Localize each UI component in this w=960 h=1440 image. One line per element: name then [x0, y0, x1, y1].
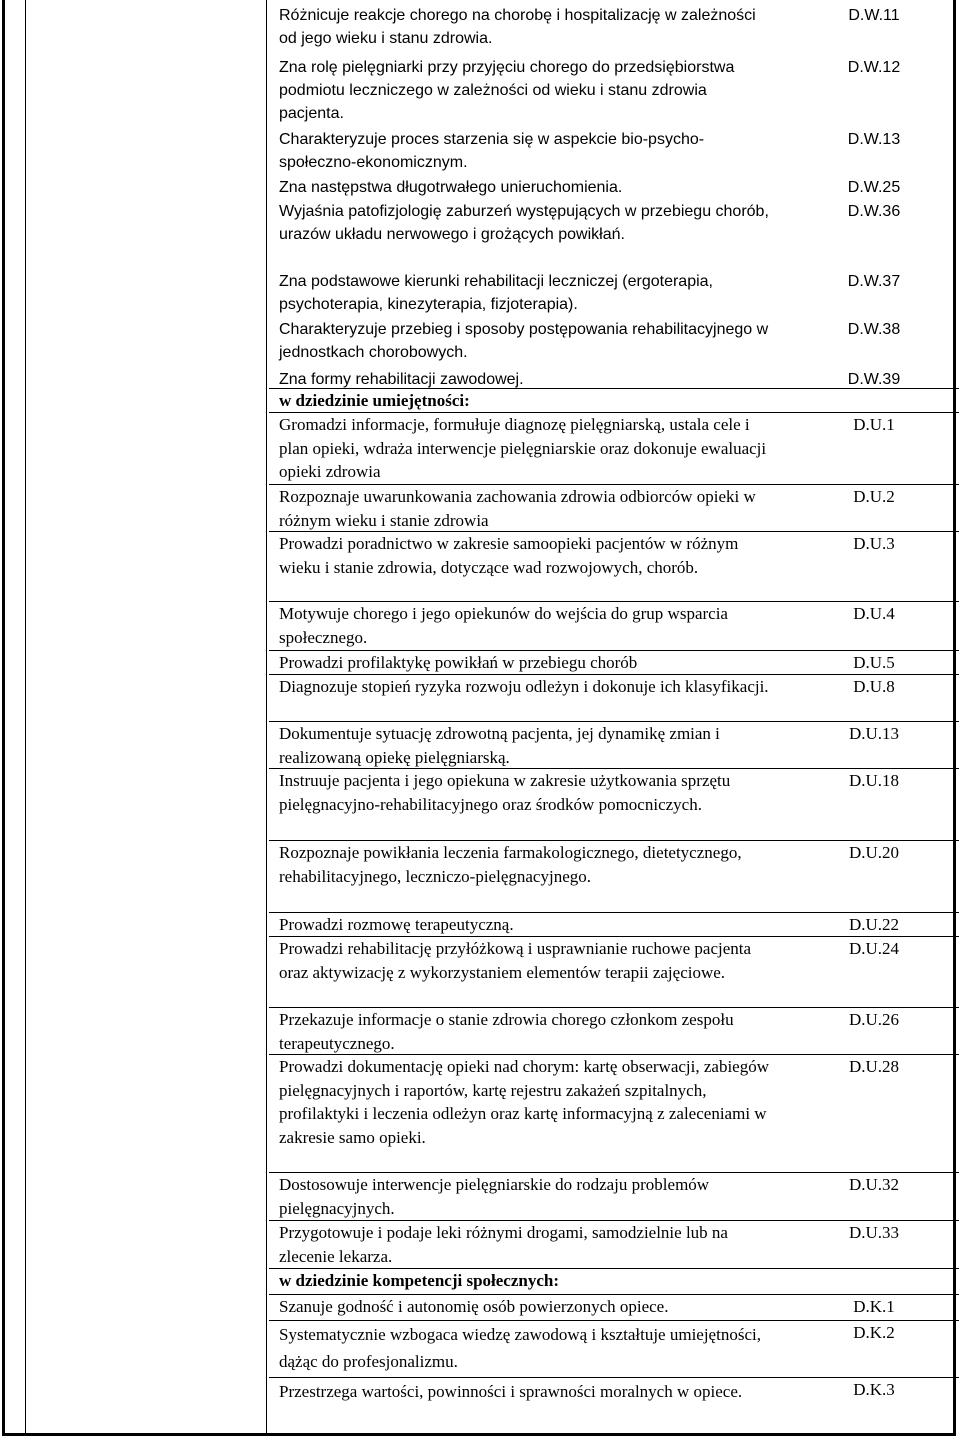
row-description: Prowadzi poradnictwo w zakresie samoopieki pacjentów w różnym wieku i stanie zdrowia, dotyczące wad rozwojowych, chorób.: [279, 534, 739, 577]
table-row: [269, 531, 959, 602]
row-code: D.U.18: [848, 771, 900, 790]
table-row: [269, 1007, 959, 1055]
row-description: Szanuje godność i autonomię osób powierzonych opiece.: [279, 1297, 669, 1316]
table-row: [269, 1320, 959, 1378]
table-row: [269, 1220, 959, 1269]
table-row: [269, 650, 959, 674]
row-code: D.U.1: [853, 415, 895, 434]
row-description: Charakteryzuje proces starzenia się w aspekcie bio-psycho-społeczno-ekonomicznym.: [279, 131, 705, 171]
table-row: [269, 266, 959, 314]
row-code: D.W.12: [847, 59, 901, 76]
section-heading: w dziedzinie umiejętności:: [279, 391, 470, 410]
row-code: D.U.22: [848, 915, 900, 934]
row-code: D.U.3: [853, 534, 895, 553]
table-row: [269, 840, 959, 912]
table-row: [269, 196, 959, 266]
row-description: Instruuje pacjenta i jego opiekuna w zakresie użytkowania sprzętu pielęgnacyjno-rehabilitacyjnego oraz środków pomocniczych.: [279, 771, 731, 814]
table-row: [269, 1377, 959, 1434]
row-description: Zna rolę pielęgniarki przy przyjęciu chorego do przedsiębiorstwa podmiotu leczniczego w zależności od wieku i stanu zdrowia pacjenta.: [279, 59, 735, 122]
row-description: Prowadzi dokumentację opieki nad chorym: kartę obserwacji, zabiegów pielęgnacyjnych i raportów, kartę rejestru zakażeń szpitalnych, profilaktyki i leczenia odleżyn oraz kartę informacyjną z zaleceniami w zakresie samo opieki.: [279, 1057, 769, 1147]
row-description: Zna podstawowe kierunki rehabilitacji leczniczej (ergoterapia, psychoterapia, kinezyterapia, fizjoterapia).: [279, 273, 713, 313]
row-code: D.U.28: [848, 1057, 900, 1076]
row-description: Prowadzi profilaktykę powikłań w przebiegu chorób: [279, 653, 638, 672]
table-row: [269, 1054, 959, 1173]
row-code: D.U.13: [848, 724, 900, 743]
row-description: Wyjaśnia patofizjologię zaburzeń występujących w przebiegu chorób, urazów układu nerwowego i grożących powikłań.: [279, 203, 769, 243]
row-code: D.U.26: [848, 1010, 900, 1029]
row-description: Dostosowuje interwencje pielęgniarskie do rodzaju problemów pielęgnacyjnych.: [279, 1175, 710, 1218]
column-divider-2: [266, 0, 267, 1433]
row-code: D.W.11: [848, 7, 900, 24]
table-row: [269, 484, 959, 531]
row-code: D.U.4: [853, 604, 895, 623]
row-code: D.U.32: [848, 1175, 900, 1194]
row-description: Motywuje chorego i jego opiekunów do wejścia do grup wsparcia społecznego.: [279, 604, 728, 647]
row-description: Przestrzega wartości, powinności i sprawności moralnych w opiece.: [279, 1382, 743, 1401]
row-code: D.U.8: [853, 677, 895, 696]
row-description: Przekazuje informacje o stanie zdrowia chorego członkom zespołu terapeutycznego.: [279, 1010, 734, 1053]
table-row: [269, 52, 959, 122]
row-code: D.W.13: [847, 131, 901, 148]
row-description: Charakteryzuje przebieg i sposoby postępowania rehabilitacyjnego w jednostkach chorobowych.: [279, 321, 769, 361]
row-description: Zna następstwa długotrwałego unieruchomienia.: [279, 179, 623, 196]
row-description: Zna formy rehabilitacji zawodowej.: [279, 371, 524, 388]
row-description: Prowadzi rozmowę terapeutyczną.: [279, 915, 514, 934]
row-code: D.K.3: [853, 1380, 895, 1399]
row-description: Systematycznie wzbogaca wiedzę zawodową i kształtuje umiejętności, dążąc do profesjonalizmu.: [279, 1325, 761, 1371]
row-code: D.W.25: [847, 179, 901, 196]
row-code: D.W.38: [847, 321, 901, 338]
table-row: [269, 1172, 959, 1221]
table-row: [269, 172, 959, 196]
table-row: [269, 721, 959, 768]
row-description: Gromadzi informacje, formułuje diagnozę pielęgniarską, ustala cele i plan opieki, wdraża interwencje pielęgniarskie oraz dokonuje ewaluacji opieki zdrowia: [279, 415, 767, 481]
row-code: D.U.2: [853, 487, 895, 506]
row-code: D.W.39: [847, 371, 901, 388]
row-code: D.W.36: [847, 203, 901, 220]
row-code: D.U.33: [848, 1223, 900, 1242]
row-description: Różnicuje reakcje chorego na chorobę i hospitalizację w zależności od jego wieku i stanu zdrowia.: [279, 7, 756, 47]
row-description: Dokumentuje sytuację zdrowotną pacjenta, jej dynamikę zmian i realizowaną opiekę pielęgniarską.: [279, 724, 720, 767]
row-description: Przygotowuje i podaje leki różnymi drogami, samodzielnie lub na zlecenie lekarza.: [279, 1223, 728, 1266]
table-row: [269, 674, 959, 722]
row-code: D.K.1: [853, 1297, 895, 1316]
table-row: [269, 912, 959, 936]
row-description: Rozpoznaje uwarunkowania zachowania zdrowia odbiorców opieki w różnym wieku i stanie zdrowia: [279, 487, 756, 530]
column-divider-1: [25, 0, 26, 1433]
table-row: [269, 124, 959, 171]
table-row: [269, 412, 959, 485]
table-row: [269, 314, 959, 364]
row-description: Prowadzi rehabilitację przyłóżkową i usprawnianie ruchowe pacjenta oraz aktywizację z wykorzystaniem elementów terapii zajęciowe.: [279, 939, 752, 982]
outcomes-table: [2, 0, 956, 1436]
row-code: D.K.2: [853, 1323, 895, 1342]
row-description: Diagnozuje stopień ryzyka rozwoju odleżyn i dokonuje ich klasyfikacji.: [279, 677, 769, 696]
table-row: [269, 364, 959, 388]
table-row: [269, 936, 959, 1008]
row-description: Rozpoznaje powikłania leczenia farmakologicznego, dietetycznego, rehabilitacyjnego, leczniczo-pielęgnacyjnego.: [279, 843, 742, 886]
section-heading: w dziedzinie kompetencji społecznych:: [279, 1271, 559, 1290]
row-code: D.U.24: [848, 939, 900, 958]
table-row: [269, 768, 959, 840]
table-row: [269, 1294, 959, 1321]
section-header-social: [269, 1268, 959, 1295]
table-row: [269, 0, 959, 49]
row-code: D.U.5: [853, 653, 895, 672]
section-header-skills: [269, 388, 959, 413]
row-code: D.W.37: [847, 273, 901, 290]
row-code: D.U.20: [848, 843, 900, 862]
table-row: [269, 601, 959, 651]
